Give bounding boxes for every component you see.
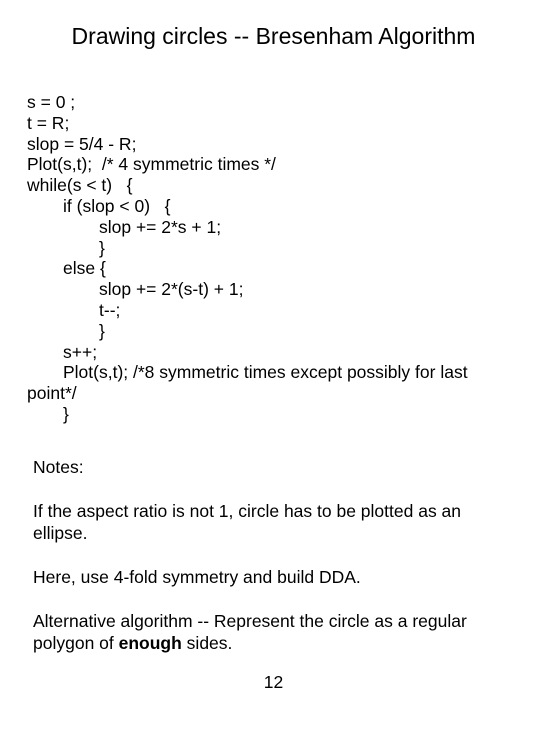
note-emphasis: enough — [118, 633, 182, 653]
code-line: s = 0 ; — [27, 92, 76, 112]
code-line: } — [63, 403, 69, 424]
code-line: t--; — [99, 299, 121, 320]
page-number: 12 — [263, 672, 284, 692]
note-symmetry: Here, use 4-fold symmetry and build DDA. — [33, 567, 361, 587]
note-alternative-end: sides. — [181, 633, 233, 653]
code-line: slop = 5/4 - R; — [27, 133, 137, 154]
code-line: } — [99, 237, 105, 258]
notes-section — [33, 456, 503, 676]
code-line: slop += 2*(s-t) + 1; — [99, 279, 244, 300]
notes-heading: Notes: — [33, 457, 84, 477]
note-aspect-ratio: If the aspect ratio is not 1, circle has to be plotted as an ellipse. — [33, 501, 462, 543]
code-line: t = R; — [27, 112, 70, 133]
code-line: Plot(s,t); /* 4 symmetric times */ — [27, 154, 276, 175]
code-line: else { — [63, 258, 106, 279]
note-alternative-text: Alternative algorithm -- Represent the circle as a regular polygon of — [33, 611, 467, 653]
code-line: } — [99, 320, 105, 341]
code-block — [27, 92, 468, 425]
code-line: slop += 2*s + 1; — [99, 216, 222, 237]
note-alternative — [33, 610, 503, 654]
code-line: if (slop < 0) { — [63, 195, 171, 216]
code-line: while(s < t) { — [27, 175, 133, 196]
code-line: Plot(s,t); /*8 symmetric times except possibly for last — [63, 362, 468, 383]
code-line: s++; — [63, 341, 98, 362]
code-line: point*/ — [27, 383, 77, 404]
page-title: Drawing circles -- Bresenham Algorithm — [71, 23, 476, 49]
